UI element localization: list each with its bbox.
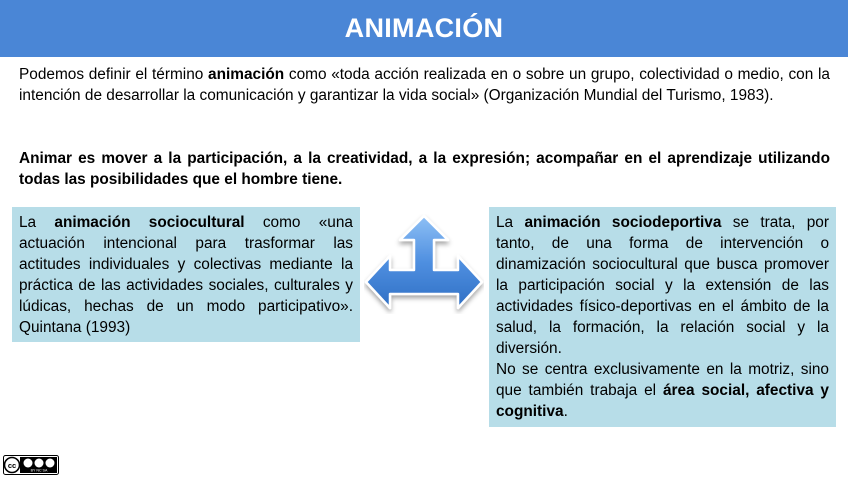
- sociocultural-term: animación sociocultural: [54, 214, 245, 231]
- intro-text-end: como «toda acción realizada en o sobre un grupo, colectividad o medio, con la intención de desarrollar la comunicación y garantizar la vida social» (Organización Mundial del Turismo, 1983).: [19, 66, 830, 104]
- license-badge-text: BY NC SA: [30, 468, 48, 473]
- slide-title: ANIMACIÓN: [344, 13, 504, 43]
- three-way-arrow-graphic: [364, 214, 484, 314]
- note-text-start: No se centra exclusivamente en la motriz, sino que también trabaja el: [496, 361, 829, 399]
- bold-statement: Animar es mover a la participación, a la creatividad, a la expresión; acompañar en el aprendizaje utilizando todas las posibilidades que el hombre tiene.: [19, 150, 830, 188]
- sociocultural-box: [12, 207, 360, 342]
- intro-text-start: Podemos definir el término: [19, 66, 209, 83]
- sociocultural-definition: [19, 212, 353, 338]
- sociodeportiva-text-start: La: [496, 214, 525, 231]
- title-bar: [0, 0, 848, 57]
- three-way-arrow-icon: [364, 214, 484, 314]
- sociocultural-text-end: como «una actuación intencional para trasformar las actitudes individuales y colectivas mediante la práctica de las actividades sociales, culturales y lúdicas, hechas de un modo participativo». Quintana (1993): [19, 214, 353, 336]
- sociodeportiva-text-end: se trata, por tanto, de una forma de intervención o dinamización sociocultural que busca promover la participación social y la extensión de las actividades físico-deportivas en el ámbito de la salud, la formación, la relación social y la diversión.: [496, 214, 829, 357]
- intro-paragraph: [19, 64, 830, 106]
- sociodeportiva-box: [489, 207, 836, 427]
- creative-commons-license-icon: [3, 455, 59, 475]
- note-term: área social, afectiva y cognitiva: [496, 382, 829, 420]
- intro-term: animación: [208, 66, 285, 83]
- sociodeportiva-note: [496, 359, 829, 422]
- note-text-end: .: [563, 403, 568, 420]
- svg-text:cc: cc: [7, 461, 17, 470]
- sociodeportiva-definition: [496, 212, 829, 359]
- sociocultural-text-start: La: [19, 214, 55, 231]
- sociodeportiva-term: animación sociodeportiva: [524, 214, 722, 231]
- cc-badge-graphic: [3, 455, 59, 475]
